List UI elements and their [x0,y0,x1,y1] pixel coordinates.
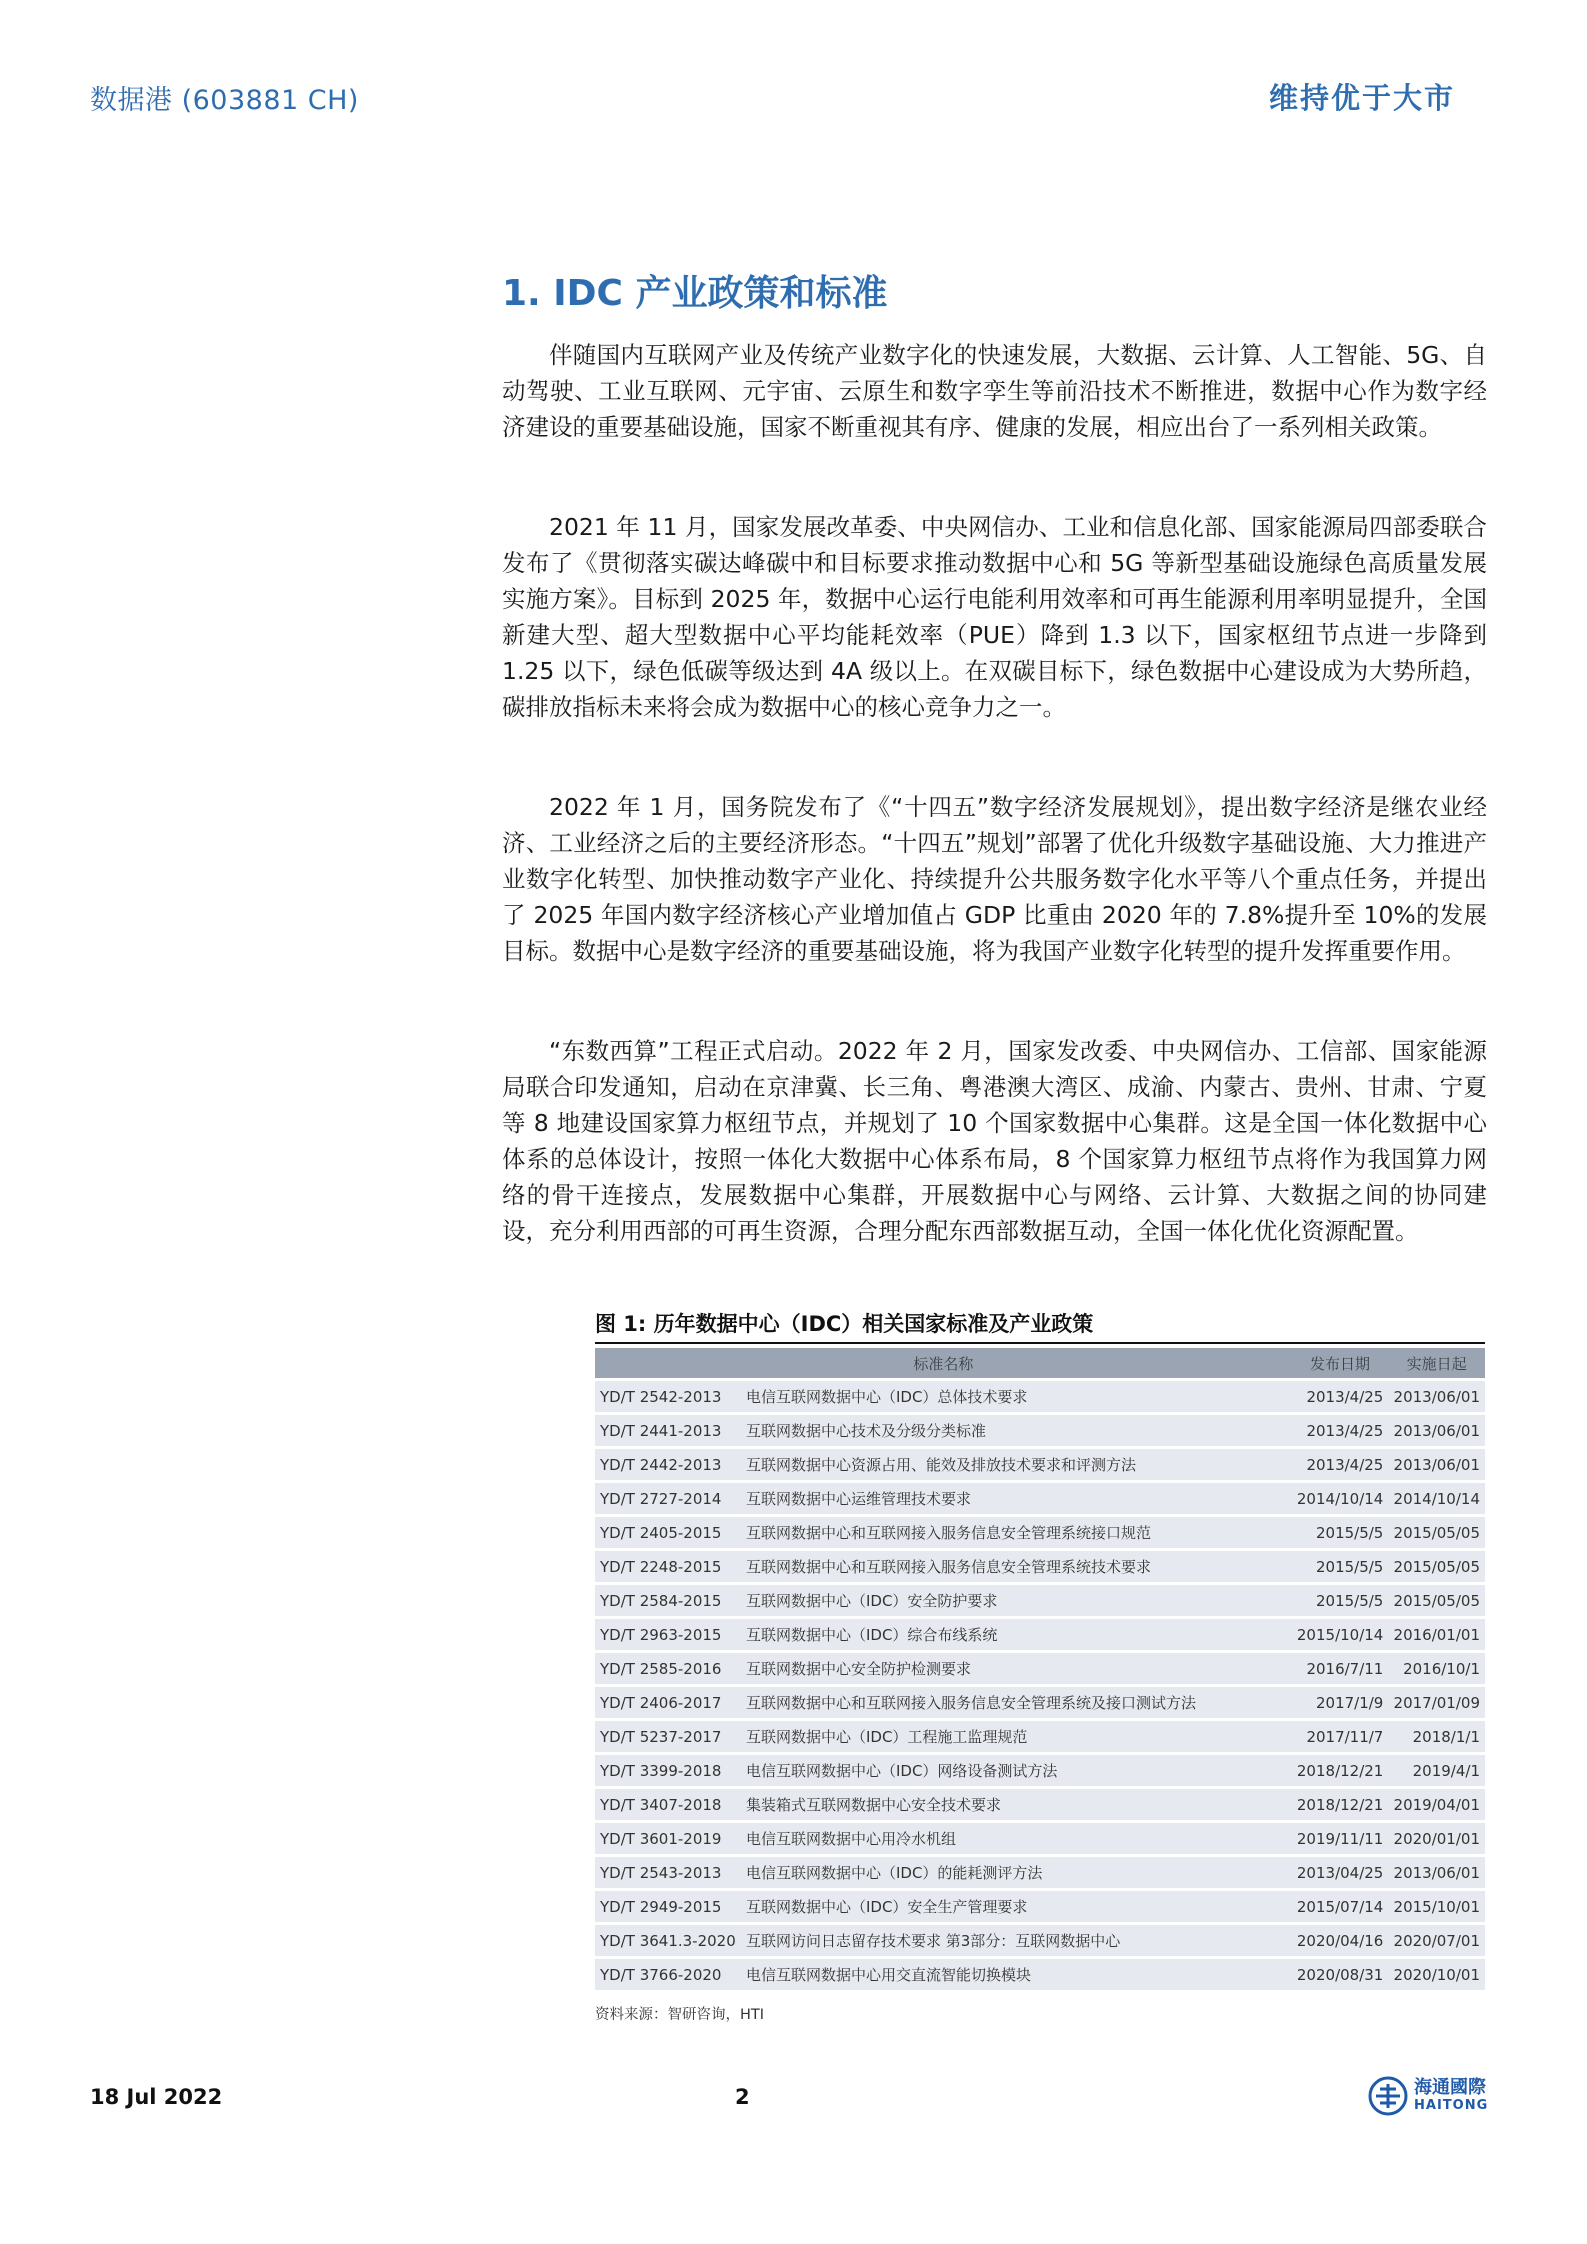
cell-code: YD/T 2585-2016 [595,1653,741,1684]
haitong-logo-icon [1368,2076,1408,2116]
cell-effective-date: 2018/1/1 [1388,1721,1485,1752]
cell-title: 互联网数据中心和互联网接入服务信息安全管理系统接口规范 [741,1517,1292,1548]
cell-code: YD/T 2248-2015 [595,1551,741,1582]
cell-title: 互联网数据中心（IDC）综合布线系统 [741,1619,1292,1650]
cell-effective-date: 2020/10/01 [1388,1959,1485,1990]
cell-effective-date: 2020/07/01 [1388,1925,1485,1956]
cell-code: YD/T 3407-2018 [595,1789,741,1820]
table-row [595,1687,1485,1718]
table-row [595,1925,1485,1956]
table-row [595,1891,1485,1922]
cell-code: YD/T 3641.3-2020 [595,1925,741,1956]
cell-publish-date: 2013/4/25 [1292,1449,1389,1480]
cell-effective-date: 2013/06/01 [1388,1415,1485,1446]
table-body [595,1381,1485,1990]
header-rating: 维持优于大市 [1268,81,1455,115]
cell-publish-date: 2017/1/9 [1292,1687,1389,1718]
cell-title: 集装箱式互联网数据中心安全技术要求 [741,1789,1292,1820]
paragraph-1: 伴随国内互联网产业及传统产业数字化的快速发展，大数据、云计算、人工智能、5G、自动驾驶、工业互联网、元宇宙、云原生和数字孪生等前沿技术不断推进，数据中心作为数字经济建设的重要基础设施，国家不断重视其有序、健康的发展，相应出台了一系列相关政策。 [502,341,1487,441]
figure-source: 资料来源：智研咨询，HTI [595,2007,765,2023]
footer-date: 18 Jul 2022 [90,2085,223,2109]
cell-code: YD/T 2949-2015 [595,1891,741,1922]
cell-effective-date: 2017/01/09 [1388,1687,1485,1718]
cell-title: 互联网数据中心（IDC）工程施工监理规范 [741,1721,1292,1752]
cell-publish-date: 2015/10/14 [1292,1619,1389,1650]
table-row [595,1653,1485,1684]
page-number: 2 [735,2085,750,2109]
cell-publish-date: 2019/11/11 [1292,1823,1389,1854]
cell-publish-date: 2013/4/25 [1292,1415,1389,1446]
cell-publish-date: 2015/07/14 [1292,1891,1389,1922]
cell-title: 互联网数据中心技术及分级分类标准 [741,1415,1292,1446]
cell-title: 互联网数据中心和互联网接入服务信息安全管理系统技术要求 [741,1551,1292,1582]
cell-code: YD/T 2963-2015 [595,1619,741,1650]
cell-code: YD/T 3766-2020 [595,1959,741,1990]
cell-code: YD/T 2584-2015 [595,1585,741,1616]
cell-publish-date: 2020/08/31 [1292,1959,1389,1990]
table-row [595,1551,1485,1582]
header-company: 数据港 (603881 CH) [90,85,359,116]
table-row [595,1585,1485,1616]
section-title: 1. IDC 产业政策和标准 [502,273,888,314]
cell-effective-date: 2013/06/01 [1388,1381,1485,1412]
cell-publish-date: 2018/12/21 [1292,1755,1389,1786]
column-header-effective-date: 实施日起 [1388,1348,1485,1378]
cell-effective-date: 2015/05/05 [1388,1551,1485,1582]
cell-publish-date: 2014/10/14 [1292,1483,1389,1514]
cell-effective-date: 2014/10/14 [1388,1483,1485,1514]
cell-code: YD/T 2442-2013 [595,1449,741,1480]
paragraph-4: “东数西算”工程正式启动。2022 年 2 月，国家发改委、中央网信办、工信部、国家能源局联合印发通知，启动在京津冀、长三角、粤港澳大湾区、成渝、内蒙古、贵州、甘肃、宁夏等 8 地建设国家算力枢纽节点，并规划了 10 个国家数据中心集群。这是全国一体化数据中心体系的总体设计，按照一体化大数据中心体系布局，8 个国家算力枢纽节点将作为我国算力网络的骨干连接点，发展数据中心集群，开展数据中心与网络、云计算、大数据之间的协同建设，充分利用西部的可再生资源，合理分配东西部数据互动，全国一体化优化资源配置。 [502,1037,1487,1245]
cell-effective-date: 2015/05/05 [1388,1585,1485,1616]
cell-publish-date: 2016/7/11 [1292,1653,1389,1684]
cell-code: YD/T 3399-2018 [595,1755,741,1786]
cell-publish-date: 2015/5/5 [1292,1517,1389,1548]
table-header-row [595,1348,1485,1378]
table-row [595,1789,1485,1820]
cell-code: YD/T 2727-2014 [595,1483,741,1514]
column-header-name: 标准名称 [595,1348,1292,1378]
table-row [595,1823,1485,1854]
cell-title: 互联网数据中心安全防护检测要求 [741,1653,1292,1684]
cell-publish-date: 2018/12/21 [1292,1789,1389,1820]
standards-table-container [595,1345,1485,1995]
cell-effective-date: 2016/10/1 [1388,1653,1485,1684]
table-row [595,1721,1485,1752]
haitong-logo [1368,2076,1488,2116]
cell-publish-date: 2020/04/16 [1292,1925,1389,1956]
cell-code: YD/T 5237-2017 [595,1721,741,1752]
cell-publish-date: 2015/5/5 [1292,1551,1389,1582]
logo-text-cn: 海通國際 [1414,2077,1486,2098]
cell-effective-date: 2016/01/01 [1388,1619,1485,1650]
table-row [595,1619,1485,1650]
table-row [595,1755,1485,1786]
cell-title: 电信互联网数据中心用交直流智能切换模块 [741,1959,1292,1990]
table-row [595,1449,1485,1480]
cell-title: 互联网数据中心资源占用、能效及排放技术要求和评测方法 [741,1449,1292,1480]
standards-table [595,1345,1485,1993]
paragraph-3: 2022 年 1 月，国务院发布了《“十四五”数字经济发展规划》，提出数字经济是继农业经济、工业经济之后的主要经济形态。“十四五”规划”部署了优化升级数字基础设施、大力推进产业数字化转型、加快推动数字产业化、持续提升公共服务数字化水平等八个重点任务，并提出了 2025 年国内数字经济核心产业增加值占 GDP 比重由 2020 年的 7.8%提升至 10%的发展目标。数据中心是数字经济的重要基础设施，将为我国产业数字化转型的提升发挥重要作用。 [502,793,1487,965]
table-row [595,1959,1485,1990]
cell-effective-date: 2013/06/01 [1388,1857,1485,1888]
cell-code: YD/T 2405-2015 [595,1517,741,1548]
cell-publish-date: 2013/04/25 [1292,1857,1389,1888]
cell-title: 电信互联网数据中心（IDC）网络设备测试方法 [741,1755,1292,1786]
cell-code: YD/T 2542-2013 [595,1381,741,1412]
cell-effective-date: 2015/05/05 [1388,1517,1485,1548]
cell-effective-date: 2013/06/01 [1388,1449,1485,1480]
cell-title: 互联网数据中心（IDC）安全防护要求 [741,1585,1292,1616]
cell-code: YD/T 2441-2013 [595,1415,741,1446]
logo-text-en: HAITONG [1414,2098,1489,2113]
table-row [595,1857,1485,1888]
cell-title: 电信互联网数据中心（IDC）总体技术要求 [741,1381,1292,1412]
cell-effective-date: 2015/10/01 [1388,1891,1485,1922]
cell-title: 电信互联网数据中心（IDC）的能耗测评方法 [741,1857,1292,1888]
cell-effective-date: 2019/4/1 [1388,1755,1485,1786]
cell-title: 互联网数据中心（IDC）安全生产管理要求 [741,1891,1292,1922]
cell-effective-date: 2019/04/01 [1388,1789,1485,1820]
paragraph-2: 2021 年 11 月，国家发展改革委、中央网信办、工业和信息化部、国家能源局四部委联合发布了《贯彻落实碳达峰碳中和目标要求推动数据中心和 5G 等新型基础设施绿色高质量发展实施方案》。目标到 2025 年，数据中心运行电能利用效率和可再生能源利用率明显提升，全国新建大型、超大型数据中心平均能耗效率（PUE）降到 1.3 以下，国家枢纽节点进一步降到 1.25 以下，绿色低碳等级达到 4A 级以上。在双碳目标下，绿色数据中心建设成为大势所趋，碳排放指标未来将会成为数据中心的核心竞争力之一。 [502,513,1487,721]
figure-title: 图 1: 历年数据中心（IDC）相关国家标准及产业政策 [595,1308,1485,1344]
table-row [595,1415,1485,1446]
cell-title: 互联网数据中心运维管理技术要求 [741,1483,1292,1514]
table-row [595,1483,1485,1514]
cell-effective-date: 2020/01/01 [1388,1823,1485,1854]
cell-code: YD/T 2406-2017 [595,1687,741,1718]
table-row [595,1517,1485,1548]
table-row [595,1381,1485,1412]
cell-publish-date: 2017/11/7 [1292,1721,1389,1752]
cell-title: 互联网访问日志留存技术要求 第3部分：互联网数据中心 [741,1925,1292,1956]
cell-title: 互联网数据中心和互联网接入服务信息安全管理系统及接口测试方法 [741,1687,1292,1718]
cell-code: YD/T 2543-2013 [595,1857,741,1888]
cell-title: 电信互联网数据中心用冷水机组 [741,1823,1292,1854]
cell-publish-date: 2015/5/5 [1292,1585,1389,1616]
column-header-publish-date: 发布日期 [1292,1348,1389,1378]
cell-code: YD/T 3601-2019 [595,1823,741,1854]
cell-publish-date: 2013/4/25 [1292,1381,1389,1412]
